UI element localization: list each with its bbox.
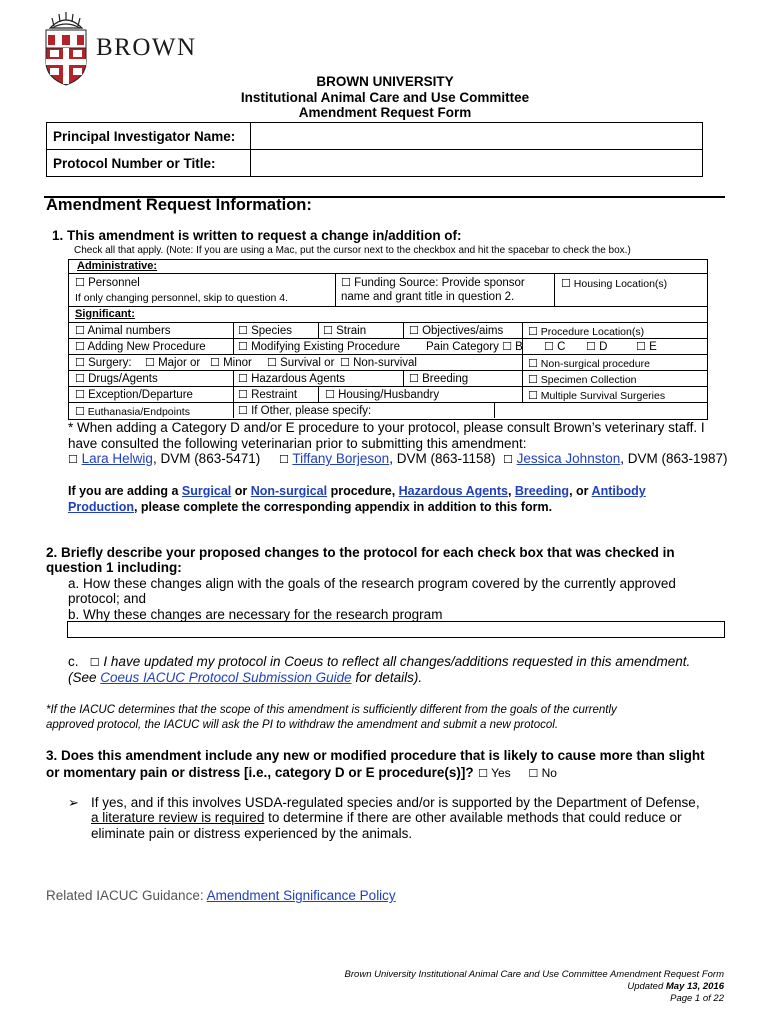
restraint-label: Restraint xyxy=(251,389,298,401)
vet-johnston-phone: , DVM (863-1987) xyxy=(620,451,728,466)
appendix-text-1: If you are adding a xyxy=(68,484,182,498)
vet-helwig-link[interactable]: Lara Helwig xyxy=(81,451,153,466)
question-2-title-line1: 2. Briefly describe your proposed changes to the protocol for each check box that was checked in xyxy=(46,545,675,560)
if-other-label: If Other, please specify: xyxy=(251,405,372,417)
housing-locations-checkbox[interactable]: ☐ xyxy=(561,277,571,290)
procedure-locations-checkbox[interactable]: ☐ xyxy=(528,325,538,338)
surgery-label: Surgery: xyxy=(88,357,132,369)
q3-bullet-line1: If yes, and if this involves USDA-regulated species and/or is supported by the Department of Defense, xyxy=(91,795,700,810)
funding-source-note: name and grant title in question 2. xyxy=(341,291,515,303)
pain-category-d-option[interactable] xyxy=(586,340,607,353)
euthanasia-checkbox[interactable]: ☐ xyxy=(75,405,85,418)
vet-borjeson-phone: , DVM (863-1158) xyxy=(389,451,496,466)
q3-no-label: No xyxy=(541,766,557,780)
scope-footnote-line2: approved protocol, the IACUC will ask the PI to withdraw the amendment and submit a new protocol. xyxy=(46,719,559,731)
restraint-checkbox[interactable]: ☐ xyxy=(238,388,248,401)
funding-source-checkbox[interactable]: ☐ xyxy=(341,276,351,289)
exception-departure-label: Exception/Departure xyxy=(88,389,193,401)
q3-bullet-line2 xyxy=(91,810,682,825)
drugs-agents-label: Drugs/Agents xyxy=(88,373,158,385)
vet-johnston-link[interactable]: Jessica Johnston xyxy=(516,451,621,466)
species-label: Species xyxy=(251,325,292,337)
pain-category-b-label: B xyxy=(515,341,523,353)
pi-info-table xyxy=(46,122,703,177)
coeus-guide-note xyxy=(68,670,422,685)
major-label: Major or xyxy=(158,357,201,369)
objectives-checkbox[interactable]: ☐ xyxy=(409,324,419,337)
objectives-label: Objectives/aims xyxy=(422,325,504,337)
exception-departure-option[interactable] xyxy=(75,388,193,401)
pain-category-e-label: E xyxy=(649,341,657,353)
personnel-checkbox[interactable]: ☐ xyxy=(75,276,85,289)
strain-option[interactable] xyxy=(323,324,366,337)
question-1-instructions: Check all that apply. (Note: If you are using a Mac, put the cursor next to the checkbox and hit the spacebar to check the box.) xyxy=(74,245,631,256)
pain-category-c-option[interactable] xyxy=(544,340,565,353)
pi-name-field[interactable] xyxy=(251,123,703,150)
funding-source-label: Funding Source: Provide sponsor xyxy=(354,277,525,289)
survival-option[interactable] xyxy=(267,356,334,369)
committee-title: Institutional Animal Care and Use Committee xyxy=(240,90,530,105)
pain-category-c-label: C xyxy=(557,341,566,353)
pain-category-label: Pain Category xyxy=(426,341,499,353)
coeus-guide-pre: (See xyxy=(68,670,101,685)
q3-yes-option[interactable] xyxy=(478,766,511,780)
survival-label: Survival or xyxy=(280,357,335,369)
if-other-option[interactable] xyxy=(238,404,371,417)
restraint-option[interactable] xyxy=(238,388,297,401)
related-guidance-label: Related IACUC Guidance: xyxy=(46,888,207,903)
question-2a-line1: a. How these changes align with the goals of the research program covered by the currently approved xyxy=(68,576,676,591)
appendix-text-5: , or xyxy=(569,484,592,498)
survival-checkbox[interactable]: ☐ xyxy=(267,356,277,369)
procedure-locations-label: Procedure Location(s) xyxy=(540,326,645,338)
modifying-existing-checkbox[interactable]: ☐ xyxy=(238,340,248,353)
breeding-option[interactable] xyxy=(409,372,468,385)
appendix-text-2: or xyxy=(231,484,251,498)
question-2c-prefix: c. xyxy=(68,654,79,669)
question-2-title-line2: question 1 including: xyxy=(46,560,182,575)
species-checkbox[interactable]: ☐ xyxy=(238,324,248,337)
footer-page-number: Page 1 of 22 xyxy=(670,993,724,1004)
footer-form-name: Brown University Institutional Animal Care and Use Committee Amendment Request Form xyxy=(344,969,724,980)
strain-label: Strain xyxy=(336,325,367,337)
pain-category-b-checkbox[interactable]: ☐ xyxy=(502,340,512,353)
form-title: Amendment Request Form xyxy=(298,105,472,120)
surgical-appendix-link[interactable]: Surgical xyxy=(181,484,232,498)
hazardous-agents-label: Hazardous Agents xyxy=(251,373,346,385)
drugs-agents-checkbox[interactable]: ☐ xyxy=(75,372,85,385)
amendment-checkbox-grid xyxy=(68,259,708,420)
if-other-checkbox[interactable]: ☐ xyxy=(238,404,248,417)
breeding-label: Breeding xyxy=(422,373,469,385)
pain-category-d-label: D xyxy=(599,341,608,353)
adding-new-procedure-label: Adding New Procedure xyxy=(87,341,206,353)
housing-locations-option[interactable] xyxy=(561,277,667,290)
non-survival-option[interactable] xyxy=(340,356,417,369)
euthanasia-option[interactable] xyxy=(75,405,190,418)
appendix-text-6: , please complete the corresponding appendix in addition to this form. xyxy=(133,500,553,514)
scope-footnote-line1: *If the IACUC determines that the scope of this amendment is sufficiently different from the goals of the currently xyxy=(46,704,617,716)
non-surgical-appendix-link[interactable]: Non-surgical xyxy=(250,484,328,498)
surgery-checkbox[interactable]: ☐ xyxy=(75,356,85,369)
pain-category-b-option[interactable] xyxy=(426,340,523,353)
non-surgical-checkbox[interactable]: ☐ xyxy=(528,357,538,370)
breeding-appendix-link[interactable]: Breeding xyxy=(514,484,570,498)
arrow-bullet-icon: ➢ xyxy=(68,795,79,810)
coeus-guide-link[interactable]: Coeus IACUC Protocol Submission Guide xyxy=(100,670,352,685)
q3-no-checkbox[interactable]: ☐ xyxy=(528,767,539,780)
amendment-significance-policy-link[interactable]: Amendment Significance Policy xyxy=(206,888,396,903)
q3-yes-label: Yes xyxy=(491,766,511,780)
hazardous-appendix-link[interactable]: Hazardous Agents xyxy=(398,484,508,498)
species-option[interactable] xyxy=(238,324,292,337)
question-1-title: 1. This amendment is written to request a change in/addition of: xyxy=(52,228,462,243)
question-2a-line2: protocol; and xyxy=(68,591,147,606)
modifying-existing-option[interactable] xyxy=(238,340,400,353)
antibody-production-link[interactable]: Production xyxy=(68,500,134,514)
question-2b: b. Why these changes are necessary for the research program xyxy=(68,607,443,622)
footer-updated xyxy=(627,981,724,992)
protocol-label: Protocol Number or Title: xyxy=(47,150,251,177)
non-survival-label: Non-survival xyxy=(353,357,417,369)
personnel-option[interactable] xyxy=(75,276,140,289)
section-heading: Amendment Request Information: xyxy=(46,196,312,214)
breeding-checkbox[interactable]: ☐ xyxy=(409,372,419,385)
question-3-title-line2: or momentary pain or distress [i.e., category D or E procedure(s)]? xyxy=(46,765,474,780)
specimen-collection-checkbox[interactable]: ☐ xyxy=(528,373,538,386)
funding-source-option[interactable] xyxy=(341,276,525,289)
coeus-updated-checkbox[interactable]: ☐ xyxy=(89,656,100,669)
exception-departure-checkbox[interactable]: ☐ xyxy=(75,388,85,401)
appendix-text-4: , xyxy=(507,484,515,498)
objectives-option[interactable] xyxy=(409,324,503,337)
minor-checkbox[interactable]: ☐ xyxy=(210,356,220,369)
personnel-label: Personnel xyxy=(88,277,140,289)
adding-new-procedure-checkbox[interactable]: ☐ xyxy=(75,340,85,353)
vet-helwig-phone: , DVM (863-5471) xyxy=(152,451,261,466)
strain-checkbox[interactable]: ☐ xyxy=(323,324,333,337)
q3-yes-checkbox[interactable]: ☐ xyxy=(478,767,488,780)
pain-category-e-option[interactable] xyxy=(636,340,657,353)
minor-option[interactable] xyxy=(210,356,252,369)
vet-note-line1: * When adding a Category D and/or E procedure to your protocol, please consult Brown’s veterinary staff. I xyxy=(68,420,705,435)
multiple-survival-checkbox[interactable]: ☐ xyxy=(528,389,538,402)
non-surgical-option[interactable] xyxy=(528,357,650,370)
major-option[interactable] xyxy=(145,356,200,369)
hazardous-agents-option[interactable] xyxy=(238,372,345,385)
appendix-text-3: procedure, xyxy=(327,484,399,498)
question-2-answer-field[interactable] xyxy=(67,621,725,638)
question-2c xyxy=(68,654,690,669)
literature-review-link[interactable]: a literature review is required xyxy=(91,810,265,825)
antibody-appendix-link[interactable]: Antibody xyxy=(591,484,646,498)
multiple-survival-label: Multiple Survival Surgeries xyxy=(540,390,666,402)
minor-label: Minor xyxy=(223,357,252,369)
question-3-title-line1: 3. Does this amendment include any new or modified procedure that is likely to cause more than slight xyxy=(46,748,705,763)
q3-no-option[interactable] xyxy=(528,766,557,780)
question-3-line2 xyxy=(46,764,557,782)
specimen-collection-option[interactable] xyxy=(528,373,637,386)
non-surgical-label: Non-surgical procedure xyxy=(540,358,650,370)
non-survival-checkbox[interactable]: ☐ xyxy=(340,356,350,369)
q3-bullet-line3: eliminate pain or distress experienced by the animals. xyxy=(91,826,413,841)
adding-new-procedure-option[interactable] xyxy=(75,340,206,353)
vet-johnston-checkbox[interactable]: ☐ xyxy=(503,453,513,466)
drugs-agents-option[interactable] xyxy=(75,372,158,385)
animal-numbers-checkbox[interactable]: ☐ xyxy=(75,324,85,337)
animal-numbers-label: Animal numbers xyxy=(87,325,171,337)
modifying-existing-label: Modifying Existing Procedure xyxy=(251,341,401,353)
hazardous-agents-checkbox[interactable]: ☐ xyxy=(238,372,248,385)
housing-husbandry-label: Housing/Husbandry xyxy=(338,389,440,401)
significant-label: Significant: xyxy=(75,308,135,320)
euthanasia-label: Euthanasia/Endpoints xyxy=(87,406,190,418)
personnel-note: If only changing personnel, skip to question 4. xyxy=(75,292,289,304)
major-checkbox[interactable]: ☐ xyxy=(145,356,155,369)
footer-updated-date: May 13, 2016 xyxy=(665,981,724,992)
vet-borjeson-link[interactable]: Tiffany Borjeson xyxy=(292,451,390,466)
procedure-locations-option[interactable] xyxy=(528,325,644,338)
pain-category-e-checkbox[interactable]: ☐ xyxy=(636,340,646,353)
related-guidance xyxy=(46,888,396,903)
surgery-option[interactable] xyxy=(75,356,132,369)
housing-locations-label: Housing Location(s) xyxy=(573,278,668,290)
housing-husbandry-checkbox[interactable]: ☐ xyxy=(325,388,335,401)
specimen-collection-label: Specimen Collection xyxy=(540,374,637,386)
coeus-guide-post: for details). xyxy=(351,670,423,685)
housing-husbandry-option[interactable] xyxy=(325,388,439,401)
q3-bullet-line2-rest: to determine if there are other available methods that could reduce or xyxy=(264,810,682,825)
vet-helwig-checkbox[interactable]: ☐ xyxy=(68,453,78,466)
coeus-updated-label: I have updated my protocol in Coeus to reflect all changes/additions requested in this amendment. xyxy=(103,654,691,669)
animal-numbers-option[interactable] xyxy=(75,324,171,337)
pain-category-d-checkbox[interactable]: ☐ xyxy=(586,340,596,353)
brand-wordmark: BROWN xyxy=(96,34,197,61)
appendix-note xyxy=(68,483,718,515)
pain-category-c-checkbox[interactable]: ☐ xyxy=(544,340,554,353)
vet-options xyxy=(68,451,728,466)
administrative-label: Administrative: xyxy=(77,260,158,272)
vet-note-line2: have consulted the following veterinarian prior to submitting this amendment: xyxy=(68,436,527,451)
vet-borjeson-checkbox[interactable]: ☐ xyxy=(279,453,289,466)
protocol-field[interactable] xyxy=(251,150,703,177)
pi-name-label: Principal Investigator Name: xyxy=(47,123,251,150)
footer-updated-label: Updated xyxy=(627,981,666,992)
multiple-survival-option[interactable] xyxy=(528,389,665,402)
university-title: BROWN UNIVERSITY xyxy=(316,74,454,89)
